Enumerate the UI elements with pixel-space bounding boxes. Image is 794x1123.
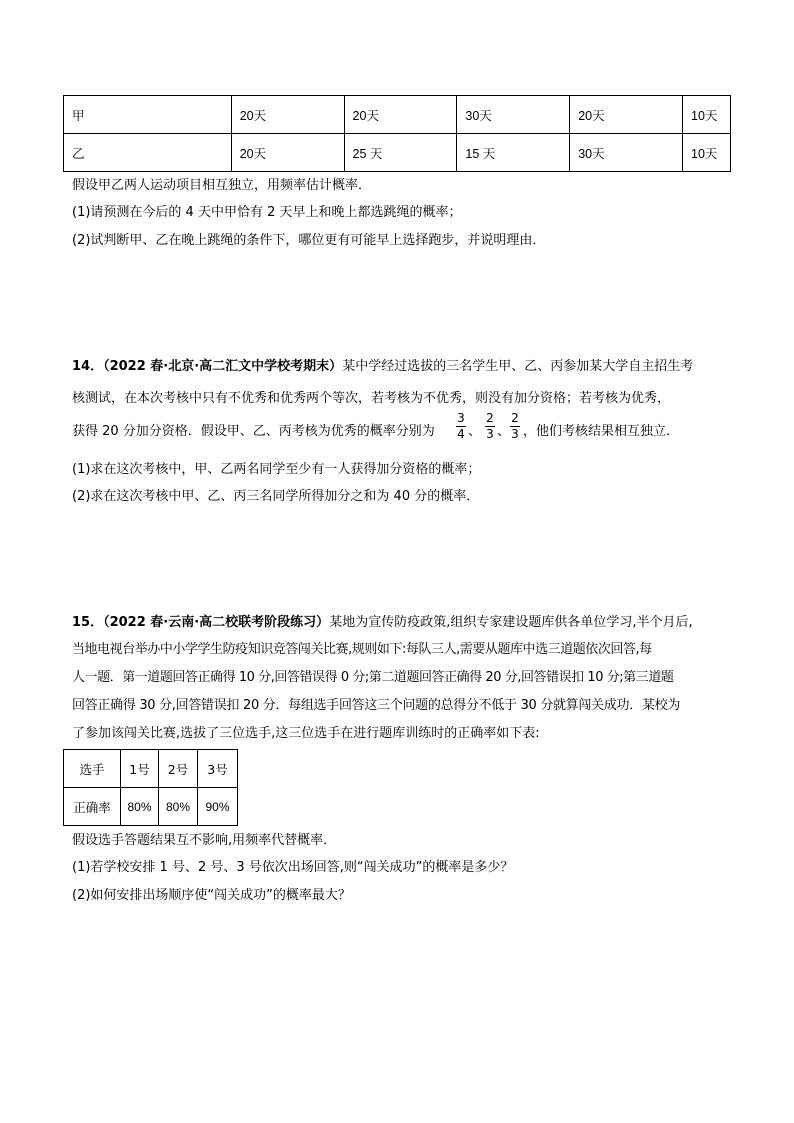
q15-text: 某地为宣传防疫政策,组织专家建设题库供各单位学习,半个月后, — [329, 615, 693, 630]
fraction-3-4 — [456, 412, 466, 441]
table-row — [64, 134, 731, 172]
q14-part1: (1)求在这次考核中，甲、乙两名同学至少有一人获得加分资格的概率； — [72, 462, 481, 477]
table-cell: 10天 — [683, 134, 731, 172]
q15-line3: 人一题．第一道题回答正确得 10 分,回答错误得 0 分;第二道题回答正确得 20 分,回答错误扣 10 分;第三道题 — [72, 670, 674, 685]
frequency-table — [63, 95, 731, 172]
table-cell: 80% — [159, 788, 198, 826]
fraction-2-3 — [510, 412, 520, 441]
table-cell: 乙 — [64, 134, 232, 172]
accuracy-table — [63, 749, 238, 826]
q15-line4: 回答正确得 30 分,回答错误扣 20 分．每组选手回答这三个问题的总得分不低于 30 分就算闯关成功．某校为 — [72, 698, 681, 713]
table-cell: 20天 — [344, 96, 457, 134]
table-cell: 正确率 — [64, 788, 121, 826]
q15-source: （2022 春·云南·高二校联考阶段练习） — [103, 615, 330, 630]
fraction-denominator: 4 — [457, 427, 465, 441]
q15-line1 — [72, 611, 693, 630]
q14-line1 — [72, 355, 693, 374]
table-row — [64, 750, 238, 788]
q15-line2: 当地电视台举办中小学学生防疫知识竞答闯关比赛,规则如下:每队三人,需要从题库中选三道题依次回答,每 — [72, 642, 652, 657]
table-cell: 2号 — [159, 750, 198, 788]
q14-line3-a: 获得 20 分加分资格．假设甲、乙、丙考核为优秀的概率分别为 — [72, 424, 435, 439]
table-row — [64, 96, 731, 134]
table-cell: 30天 — [457, 96, 570, 134]
q13-assumption: 假设甲乙两人运动项目相互独立，用频率估计概率． — [72, 178, 372, 193]
fraction-denominator: 3 — [511, 427, 519, 441]
q14-text: 某中学经过选拔的三名学生甲、乙、丙参加某大学自主招生考 — [342, 359, 694, 374]
table-cell: 甲 — [64, 96, 232, 134]
q15-line5: 了参加该闯关比赛,选拔了三位选手,这三位选手在进行题库训练时的正确率如下表: — [72, 726, 540, 741]
fraction-numerator: 2 — [511, 411, 519, 425]
table-cell: 20天 — [231, 96, 344, 134]
q14-line3-b: ，他们考核结果相互独立． — [523, 424, 680, 439]
q15-part1: (1)若学校安排 1 号、2 号、3 号依次出场回答,则“闯关成功”的概率是多少？ — [72, 860, 514, 875]
q15-part2: (2)如何安排出场顺序使“闯关成功”的概率最大？ — [72, 888, 351, 903]
fraction-2-3 — [485, 412, 495, 441]
table-cell: 20天 — [231, 134, 344, 172]
table-cell: 选手 — [64, 750, 121, 788]
q15-number: 15． — [72, 615, 104, 630]
q15-assumption: 假设选手答题结果互不影响,用频率代替概率． — [72, 833, 337, 848]
separator: 、 — [468, 424, 482, 439]
table-cell: 1号 — [121, 750, 159, 788]
table-cell: 15 天 — [457, 134, 570, 172]
separator: 、 — [497, 424, 511, 439]
table-row — [64, 788, 238, 826]
table-cell: 3号 — [198, 750, 238, 788]
q14-part2: (2)求在这次考核中甲、乙、丙三名同学所得加分之和为 40 分的概率． — [72, 489, 480, 504]
table-cell: 10天 — [683, 96, 731, 134]
table-cell: 80% — [121, 788, 159, 826]
fraction-numerator: 2 — [486, 411, 494, 425]
fraction-denominator: 3 — [486, 427, 494, 441]
table-cell: 90% — [198, 788, 238, 826]
q13-part1: (1)请预测在今后的 4 天中甲恰有 2 天早上和晚上都选跳绳的概率； — [72, 205, 462, 220]
q13-part2: (2)试判断甲、乙在晚上跳绳的条件下，哪位更有可能早上选择跑步，并说明理由． — [72, 233, 546, 248]
q14-source: （2022 春·北京·高二汇文中学校考期末） — [103, 359, 343, 374]
table-cell: 20天 — [570, 96, 683, 134]
table-cell: 30天 — [570, 134, 683, 172]
q14-line2: 核测试，在本次考核中只有不优秀和优秀两个等次，若考核为不优秀，则没有加分资格；若考核为优秀， — [72, 391, 671, 406]
q14-number: 14． — [72, 359, 104, 374]
fraction-numerator: 3 — [457, 411, 465, 425]
table-cell: 25 天 — [344, 134, 457, 172]
